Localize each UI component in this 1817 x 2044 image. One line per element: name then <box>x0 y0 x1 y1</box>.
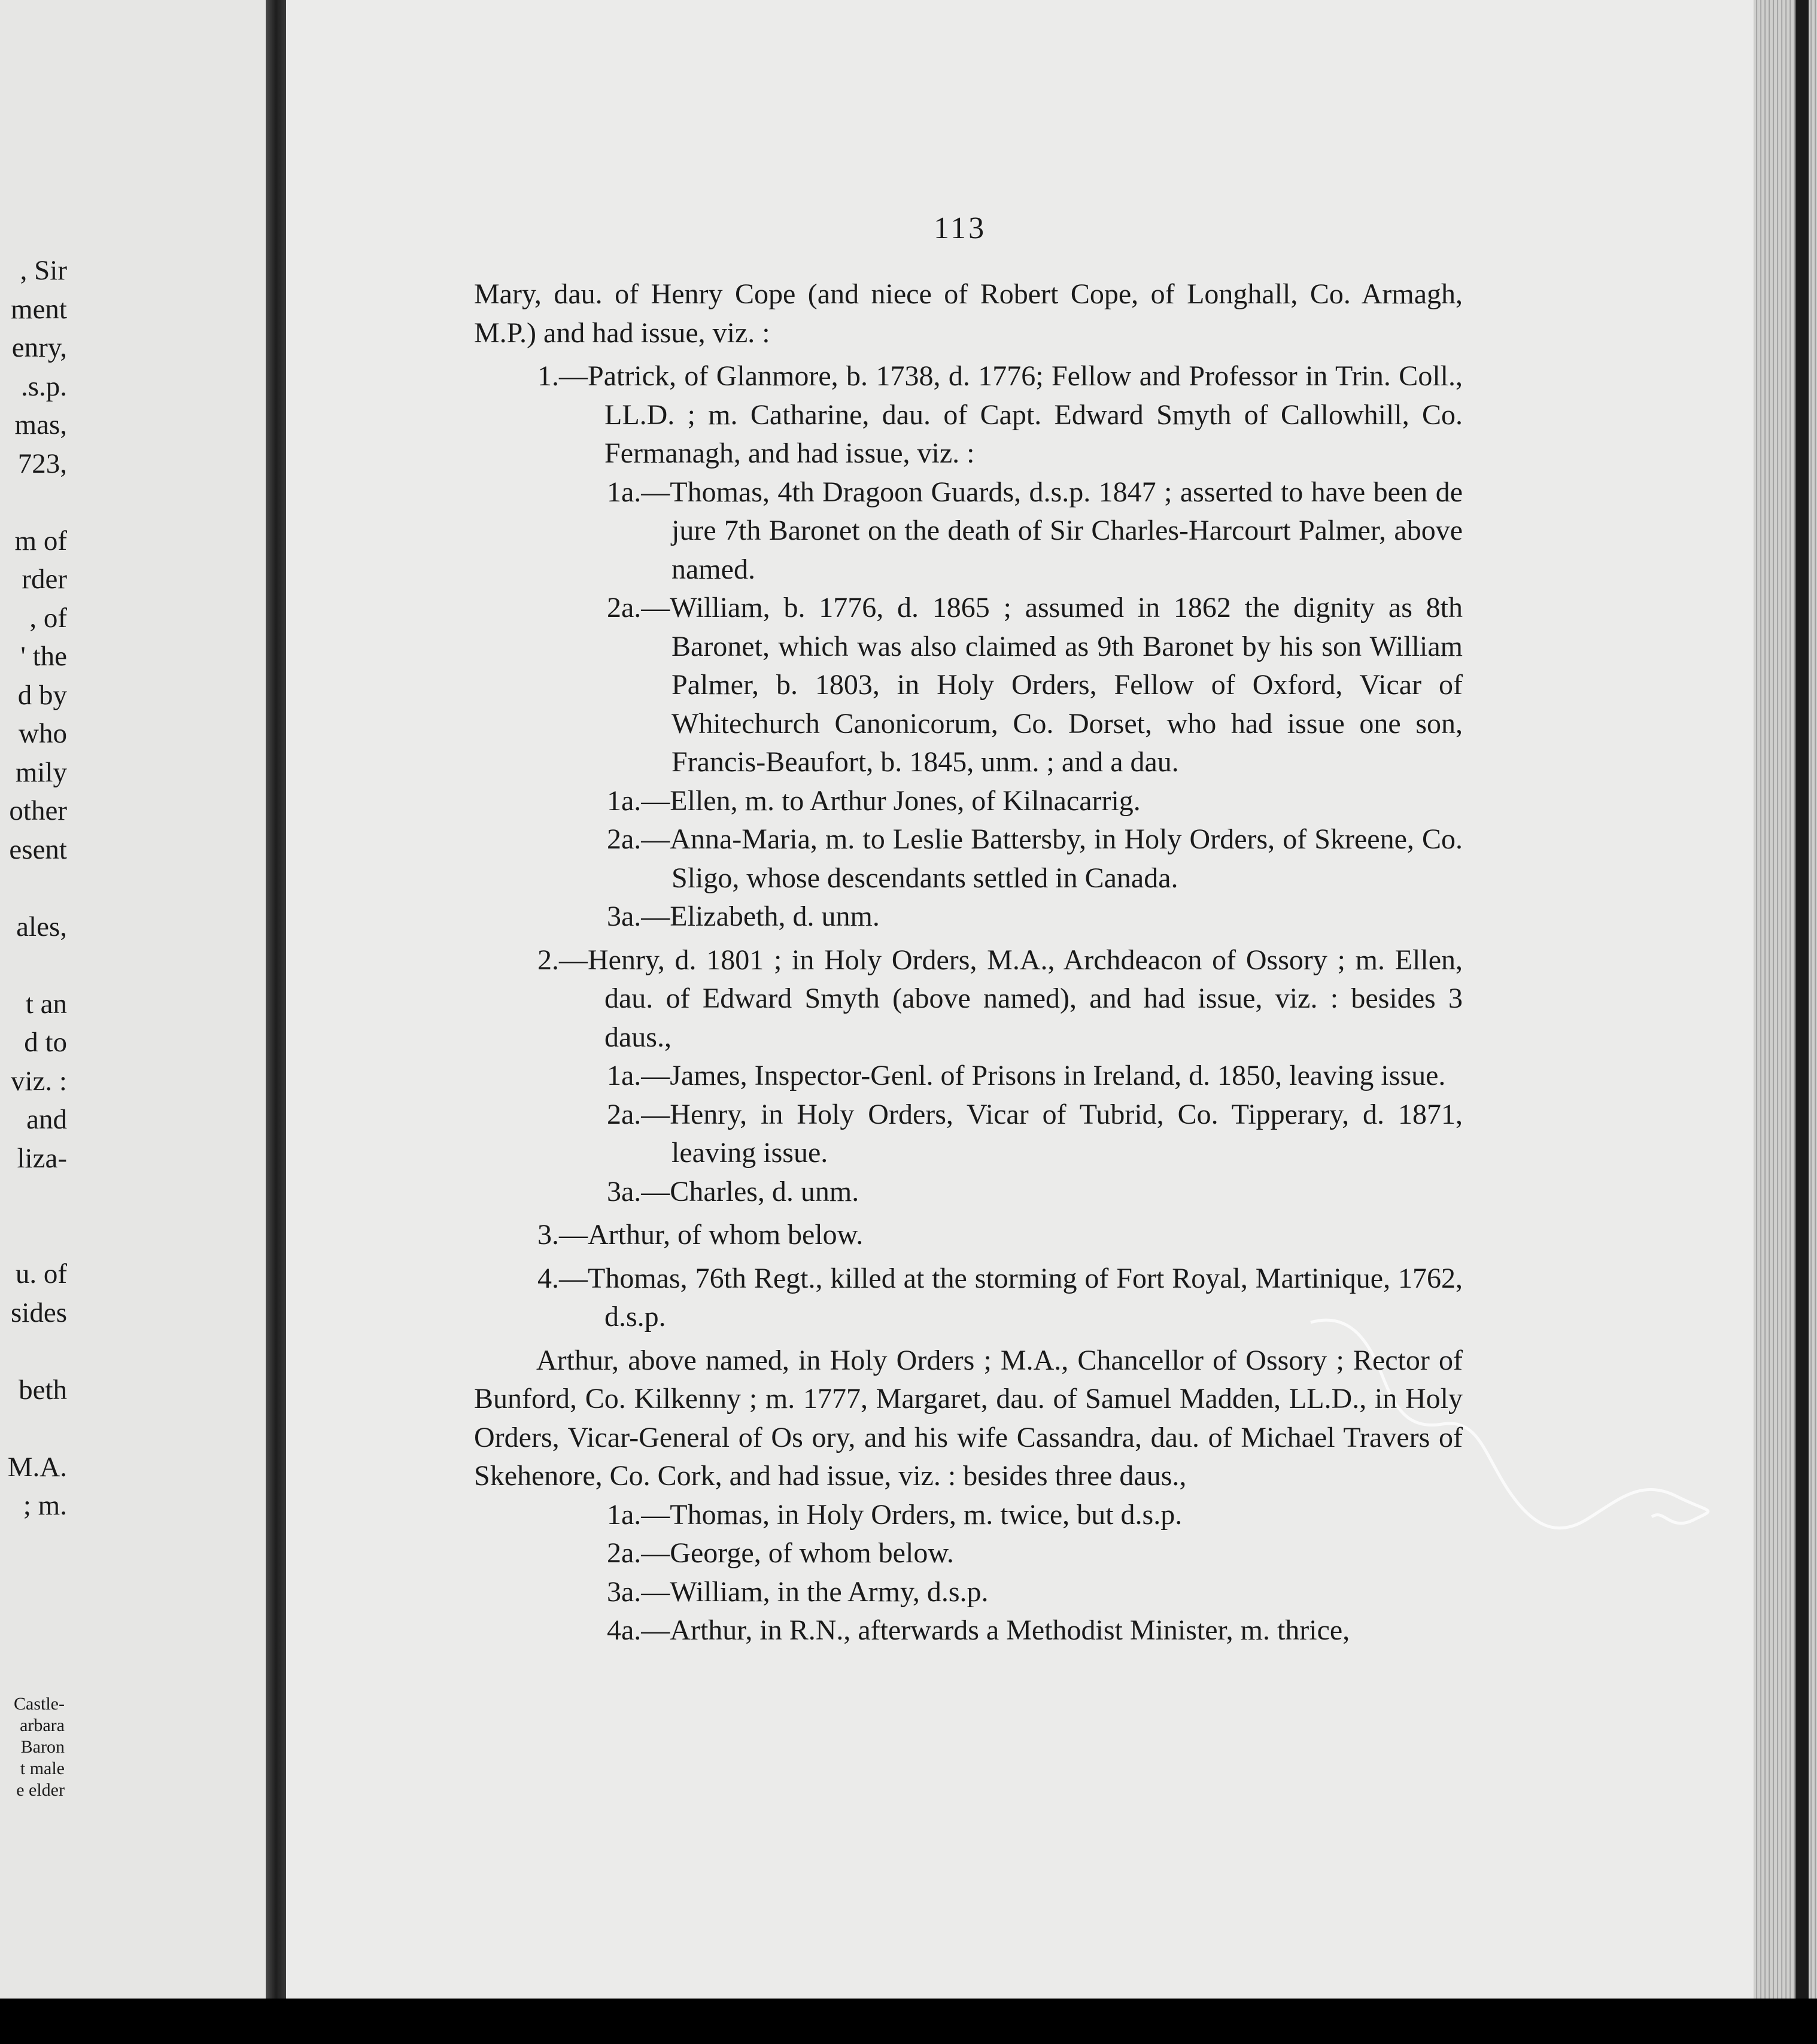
child-entry: 2a.—William, b. 1776, d. 1865 ; assumed in 1862 the dignity as 8th Baronet, which was also claimed as 9th Baronet by his son William Palmer, b. 1803, in Holy Orders, Fellow of Oxford, Vicar of Whitechurch Canonicorum, Co. Dorset, who had issue one son, Francis-Beaufort, b. 1845, unm. ; and a dau. <box>607 592 1463 778</box>
intro-paragraph: Mary, dau. of Henry Cope (and niece of Robert Cope, of Longhall, Co. Armagh, M.P.) and had issue, viz. : <box>474 278 1463 349</box>
left-page-line: 723, <box>17 448 67 479</box>
child-entry: 3a.—Elizabeth, d. unm. <box>607 901 880 932</box>
entry-2: 2.—Henry, d. 1801 ; in Holy Orders, M.A., Archdeacon of Ossory ; m. Ellen, dau. of Edward Smyth (above named), and had issue, viz. : besides 3 daus., <box>537 944 1463 1053</box>
left-footnote-line: arbara <box>20 1716 65 1735</box>
arthur-paragraph: Arthur, above named, in Holy Orders ; M.A., Chancellor of Ossory ; Rector of Bunford, Co. Kilkenny ; m. 1777, Margaret, dau. of Samuel Madden, LL.D., in Holy Orders, Vicar-General of Os ory, and his wife Cassandra, dau. of Michael Travers of Skehenore, Co. Cork, and had issue, viz. : besides three daus., <box>474 1344 1463 1492</box>
left-page <box>0 0 269 1999</box>
child-entry: 1a.—Thomas, in Holy Orders, m. twice, but d.s.p. <box>607 1498 1183 1531</box>
left-page-line: .s.p. <box>20 370 67 402</box>
left-page-line: rder <box>22 564 67 595</box>
child-entry: 4a.—Arthur, in R.N., afterwards a Methodist Minister, m. thrice, <box>607 1614 1350 1646</box>
left-page-line: other <box>9 795 67 826</box>
left-page-line: viz. : <box>11 1065 67 1097</box>
left-page-line <box>0 1409 67 1448</box>
left-page-line: ; m. <box>23 1490 67 1521</box>
left-page-line <box>0 946 67 985</box>
left-footnote-line: e elder <box>16 1780 65 1800</box>
child-entry: 2a.—Anna-Maria, m. to Leslie Battersby, in Holy Orders, of Skreene, Co. Sligo, whose descendants settled in Canada. <box>607 823 1463 894</box>
left-footnote-line: Baron <box>20 1737 65 1757</box>
left-page-line <box>0 483 67 522</box>
left-page-line <box>0 1178 67 1216</box>
book-gutter <box>266 0 286 1999</box>
left-page-line: , of <box>29 602 67 634</box>
arthur-children <box>474 1496 1463 1650</box>
left-page-line: beth <box>19 1374 67 1406</box>
left-page-line: and <box>26 1104 67 1135</box>
left-page-footnote-fragment <box>0 1693 65 1801</box>
left-page-line: ment <box>11 293 67 325</box>
child-entry: 1a.—Thomas, 4th Dragoon Guards, d.s.p. 1847 ; asserted to have been de jure 7th Baronet on the death of Sir Charles-Harcourt Palmer, above named. <box>607 476 1463 585</box>
entry-1-children <box>474 473 1463 936</box>
left-footnote-line: Castle- <box>14 1694 65 1714</box>
left-page-line: mas, <box>14 409 67 440</box>
left-page-line: t an <box>25 988 67 1020</box>
left-page-line <box>0 1216 67 1255</box>
child-entry: 2a.—George, of whom below. <box>607 1537 954 1569</box>
left-page-line: liza- <box>17 1142 67 1174</box>
left-page-line: who <box>19 718 67 749</box>
left-page-line: ' the <box>20 641 67 672</box>
page-number: 113 <box>934 211 987 245</box>
left-page-line <box>0 869 67 908</box>
entry-1: 1.—Patrick, of Glanmore, b. 1738, d. 1776; Fellow and Professor in Trin. Coll., LL.D. ; m. Catharine, dau. of Capt. Edward Smyth of Callowhill, Co. Fermanagh, and had issue, viz. : <box>537 360 1463 469</box>
left-page-line: esent <box>9 834 67 865</box>
child-entry: 1a.—James, Inspector-Genl. of Prisons in Ireland, d. 1850, leaving issue. <box>607 1060 1446 1091</box>
left-page-line: u. of <box>15 1258 67 1289</box>
entry-3: 3.—Arthur, of whom below. <box>537 1219 864 1251</box>
left-page-line: d to <box>24 1027 67 1058</box>
entry-4: 4.—Thomas, 76th Regt., killed at the storming of Fort Royal, Martinique, 1762, d.s.p. <box>537 1262 1463 1333</box>
page-edges <box>1754 0 1817 1999</box>
left-page-line: , Sir <box>20 255 67 286</box>
left-page-line: enry, <box>11 332 67 363</box>
left-page-line: M.A. <box>7 1451 67 1483</box>
scan-border <box>0 1999 1817 2044</box>
left-page-line: m of <box>14 525 67 556</box>
child-entry: 1a.—Ellen, m. to Arthur Jones, of Kilnacarrig. <box>607 784 1141 817</box>
child-entry: 3a.—Charles, d. unm. <box>607 1175 859 1207</box>
child-entry: 3a.—William, in the Army, d.s.p. <box>607 1575 989 1608</box>
left-page-line: sides <box>11 1297 67 1328</box>
left-page-line: d by <box>17 679 67 711</box>
left-page-line: mily <box>15 756 67 788</box>
entry-2-children <box>474 1057 1463 1211</box>
left-page-line: ales, <box>16 911 67 942</box>
child-entry: 2a.—Henry, in Holy Orders, Vicar of Tubrid, Co. Tipperary, d. 1871, leaving issue. <box>607 1098 1463 1169</box>
left-footnote-line: t male <box>20 1759 65 1778</box>
page-body <box>474 275 1463 1650</box>
left-page-text-fragment <box>0 251 67 1525</box>
left-page-line <box>0 1332 67 1371</box>
